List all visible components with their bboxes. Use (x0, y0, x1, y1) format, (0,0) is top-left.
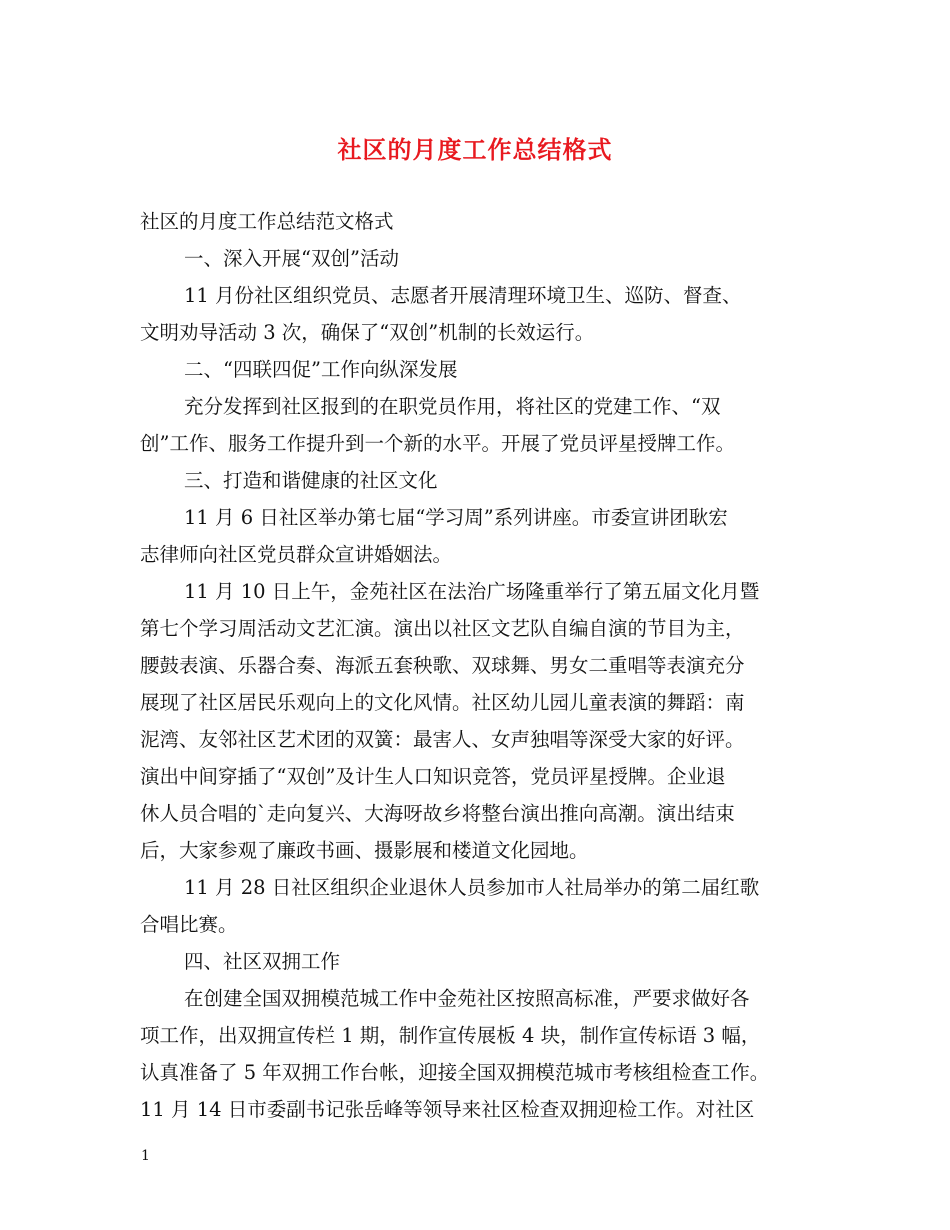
text-line: 11 月 28 日社区组织企业退休人员参加市人社局举办的第二届红歌 (184, 876, 760, 899)
text-line: 志律师向社区党员群众宣讲婚姻法。 (140, 543, 453, 566)
text-line: 创”工作、服务工作提升到一个新的水平。开展了党员评星授牌工作。 (140, 432, 735, 455)
text-line: 腰鼓表演、乐器合奏、海派五套秧歌、双球舞、男女二重唱等表演充分 (140, 654, 745, 677)
text-line: 二、“四联四促”工作向纵深发展 (184, 358, 458, 381)
text-line: 休人员合唱的`走向复兴、大海呀故乡将整台演出推向高潮。演出结束 (140, 802, 735, 825)
text-line: 11 月 10 日上午，金苑社区在法治广场隆重举行了第五届文化月暨 (184, 580, 760, 603)
text-line: 11 月份社区组织党员、志愿者开展清理环境卫生、巡防、督查、 (184, 284, 742, 307)
text-line: 后，大家参观了廉政书画、摄影展和楼道文化园地。 (140, 839, 589, 862)
text-line: 11 月 14 日市委副书记张岳峰等领导来社区检查双拥迎检工作。对社区 (140, 1098, 755, 1121)
text-line: 一、深入开展“双创”活动 (184, 247, 399, 270)
text-line: 在创建全国双拥模范城工作中金苑社区按照高标准，严要求做好各 (184, 987, 750, 1010)
text-line: 11 月 6 日社区举办第七届“学习周”系列讲座。市委宣讲团耿宏 (184, 506, 728, 529)
text-line: 社区的月度工作总结范文格式 (140, 210, 394, 233)
text-line: 泥湾、友邻社区艺术团的双簧：最害人、女声独唱等深受大家的好评。 (140, 728, 745, 751)
text-line: 四、社区双拥工作 (184, 950, 341, 973)
text-line: 展现了社区居民乐观向上的文化风情。社区幼儿园儿童表演的舞蹈：南 (140, 691, 745, 714)
text-line: 演出中间穿插了“双创”及计生人口知识竞答，党员评星授牌。企业退 (140, 765, 726, 788)
text-line: 项工作，出双拥宣传栏 1 期，制作宣传展板 4 块，制作宣传标语 3 幅， (140, 1024, 761, 1047)
page-number: 1 (141, 1148, 150, 1164)
text-line: 文明劝导活动 3 次，确保了“双创”机制的长效运行。 (140, 321, 595, 344)
text-line: 第七个学习周活动文艺汇演。演出以社区文艺队自编自演的节目为主， (140, 617, 745, 640)
text-line: 认真准备了 5 年双拥工作台帐，迎接全国双拥模范城市考核组检查工作。 (140, 1061, 770, 1084)
text-line: 充分发挥到社区报到的在职党员作用，将社区的党建工作、“双 (184, 395, 721, 418)
text-line: 三、打造和谐健康的社区文化 (184, 469, 438, 492)
document-body (140, 203, 830, 1128)
text-line: 合唱比赛。 (140, 913, 238, 936)
document-title: 社区的月度工作总结格式 (337, 135, 613, 164)
